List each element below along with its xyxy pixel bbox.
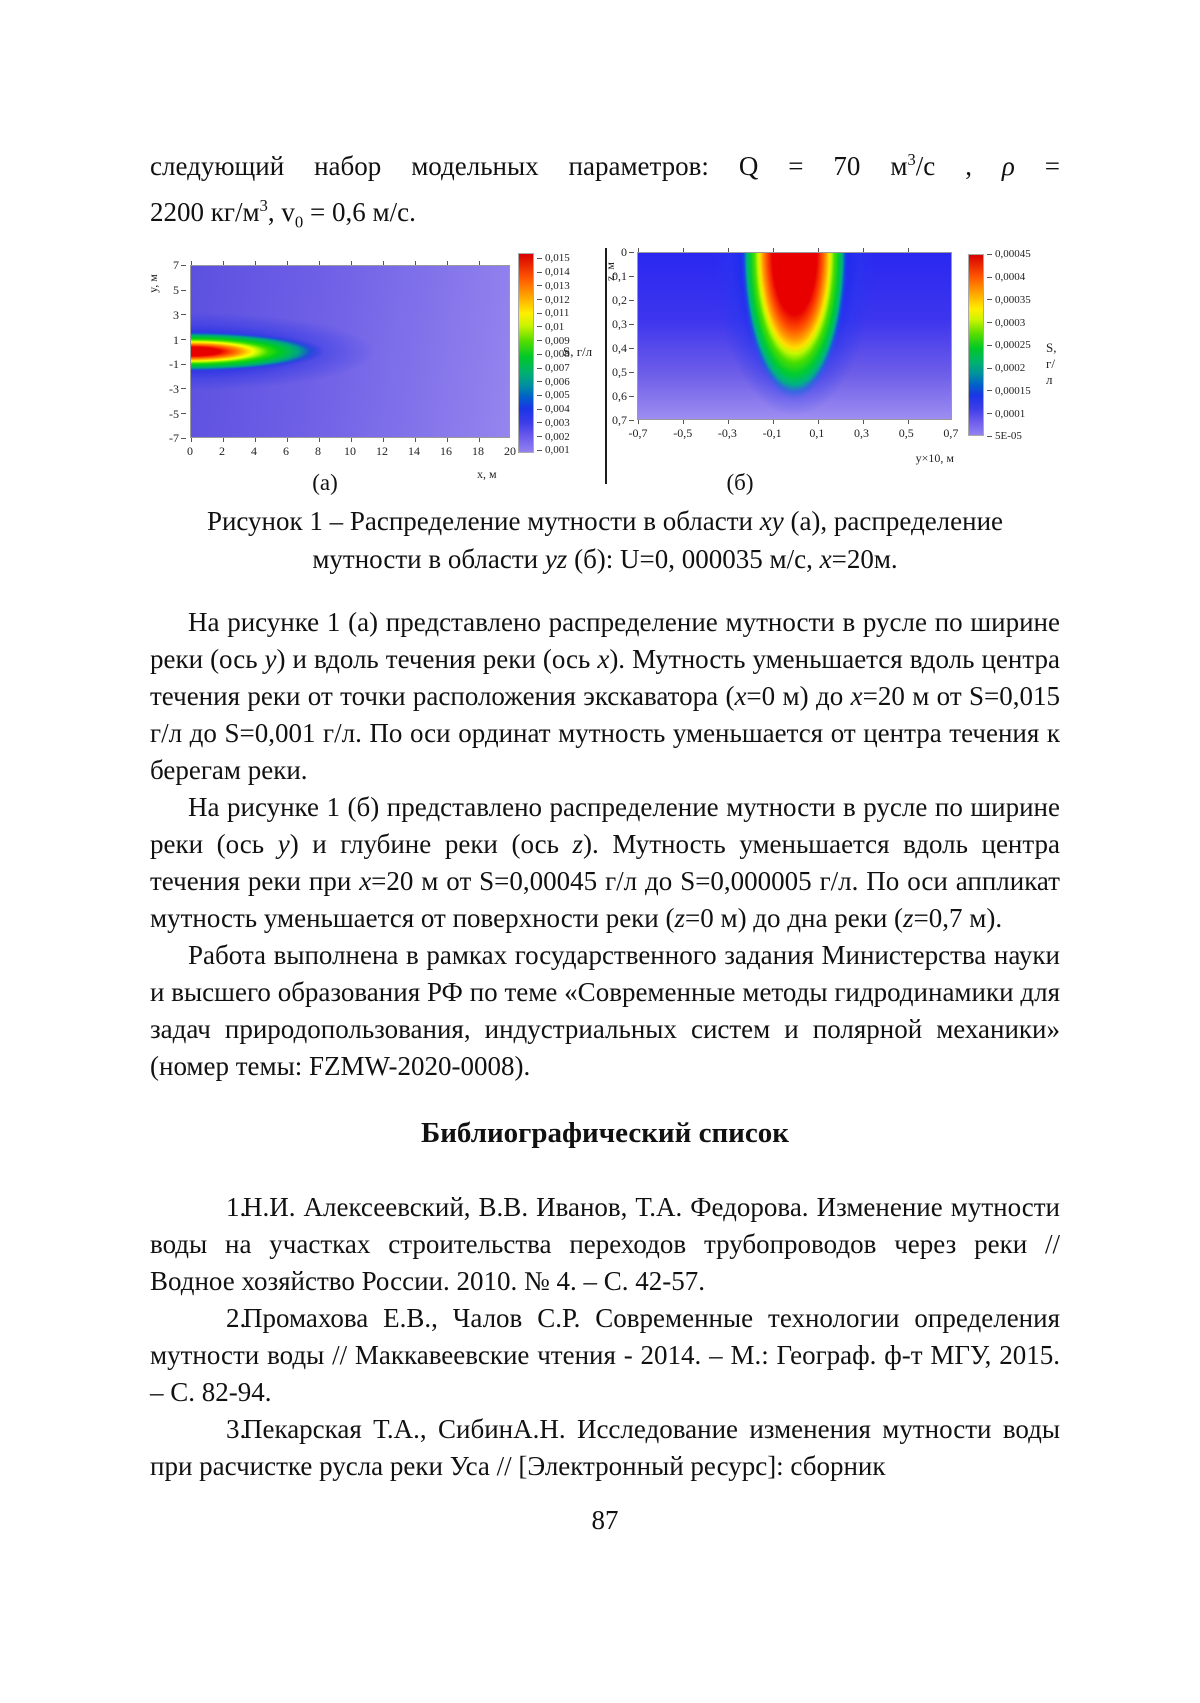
text-run: 0 [294, 212, 304, 232]
panel-b-colorbar-tick-label: 0,00015 [987, 385, 1031, 397]
panel-a-x-tick-label: 8 [315, 444, 321, 459]
panel-b-x-tick-label: 0,1 [809, 426, 825, 441]
panel-a-top-axis-ticks [191, 261, 509, 265]
panel-b-y-tick-label: 0,7 [612, 413, 634, 427]
figure-panel-b [602, 245, 1060, 496]
panel-a-colorbar-label: S, г/л [563, 344, 593, 360]
panel-b-colorbar-tick-label: 0,00045 [987, 248, 1031, 260]
text-run: /с , [915, 151, 1002, 181]
reference-1-text: Н.И. Алексеевский, В.В. Иванов, Т.А. Федорова. Изменение мутности воды на участках строительства переходов трубопроводов через реки // Водное хозяйство России. 2010. № 4. – С. 42-57. [150, 1192, 1060, 1297]
text-run: На рисунке 1 (а) представлено распределение мутности в русле по ширине реки (ось [150, 607, 1060, 675]
paragraph-2 [150, 789, 1060, 937]
panel-a-colorbar-tick-label: 0,007 [537, 362, 570, 374]
text-run: =0,7 м). [913, 903, 1003, 934]
panel-a-x-tick-label: 20 [504, 444, 516, 459]
panel-a-x-tick-label: 14 [408, 444, 420, 459]
intro-line-2 [150, 186, 1060, 242]
panel-a-x-tick-label: 16 [440, 444, 452, 459]
panel-b-x-ticks [623, 426, 966, 441]
text-run: z [674, 903, 685, 934]
intro-line-1 [150, 140, 1060, 186]
text-run: следующий набор модельных параметров: Q = 70 м [150, 151, 908, 181]
text-run: ). Мутность уменьшается вдоль центра течения реки от точки расположения экскаватора ( [150, 644, 1060, 712]
text-run: y [264, 644, 277, 675]
panel-b-bottom-axis-ticks [638, 420, 951, 424]
reference-3-number: 3. [226, 1414, 247, 1445]
panel-a-x-tick-label: 4 [251, 444, 257, 459]
panel-a-x-ticks [178, 444, 522, 459]
panel-b-colorbar-tick-label: 0,00035 [987, 294, 1031, 306]
panel-a-y-ticks [158, 258, 186, 445]
text-run: =20 м от S=0,00045 г/л до S=0,000005 г/л. По оси аппликат мутность уменьшается от поверхности реки ( [150, 866, 1060, 934]
figure-1 [145, 245, 1060, 496]
panel-b-colorbar-tick-label: 0,00025 [987, 339, 1031, 351]
panel-a-y-tick-label: -5 [169, 407, 186, 421]
text-run: 3 [259, 196, 268, 215]
panel-b-colorbar-tick-label: 5E-05 [987, 430, 1022, 442]
panel-a-x-tick-label: 2 [219, 444, 225, 459]
panel-a-sublabel: (а) [312, 470, 338, 496]
figure-caption [165, 502, 1045, 578]
bibliography-heading: Библиографический список [421, 1117, 789, 1150]
panel-b-y-tick-label: 0,5 [612, 365, 634, 379]
panel-b-x-tick-label: 0,7 [943, 426, 959, 441]
reference-2 [150, 1300, 1060, 1411]
panel-b-colorbar-tick-label: 0,0001 [987, 408, 1025, 420]
panel-a-y-tick-label: -3 [169, 382, 186, 396]
paragraph-3 [150, 937, 1060, 1085]
text-run: ) и глубине реки (ось [289, 829, 573, 860]
panel-b-y-tick-label: 0,6 [612, 389, 634, 403]
text-run: z [903, 903, 914, 934]
panel-a-colorbar-tick-label: 0,001 [537, 444, 570, 456]
reference-3 [150, 1411, 1060, 1485]
text-run: x [734, 681, 747, 712]
panel-a-bottom-axis-ticks [191, 438, 509, 442]
panel-b-y-tick-label: 0,4 [612, 341, 634, 355]
panel-a-y-tick-label: 7 [173, 258, 186, 272]
text-run: yz [544, 544, 568, 575]
reference-1 [150, 1189, 1060, 1300]
panel-a-colorbar-tick-label: 0,011 [537, 307, 569, 319]
panel-a-colorbar-tick-label: 0,004 [537, 403, 570, 415]
panel-a-y-tick-label: 3 [173, 308, 186, 322]
text-run: Рисунок 1 – Распределение мутности в области [206, 506, 760, 537]
text-run: ). Мутность уменьшается вдоль центра течения реки при [150, 829, 1060, 897]
panel-a-colorbar-tick-label: 0,006 [537, 376, 570, 388]
panel-a-colorbar-tick-label: 0,005 [537, 389, 570, 401]
text-run: =20м. [831, 544, 898, 575]
panel-b-x-tick-label: -0,5 [673, 426, 693, 441]
text-run: x [819, 544, 832, 575]
reference-1-number: 1. [226, 1192, 247, 1223]
panel-a-y-tick-label: -1 [169, 357, 186, 371]
panel-a-y-tick-label: 5 [173, 283, 186, 297]
text-run: 2200 кг/м [150, 197, 260, 227]
panel-b-y-tick-label: 0,3 [612, 317, 634, 331]
text-run: , v [267, 197, 295, 227]
panel-b-x-tick-label: -0,7 [628, 426, 648, 441]
text-run: x [597, 644, 610, 675]
panel-a-x-tick-label: 10 [344, 444, 356, 459]
text-run: = [1014, 151, 1060, 181]
panel-b-x-axis-label: y×10, м [915, 451, 954, 466]
panel-a-colorbar-tick-label: 0,012 [537, 294, 570, 306]
panel-b-y-tick-label: 0,1 [612, 269, 634, 283]
text-run: На рисунке 1 (б) представлено распределение мутности в русле по ширине реки (ось [150, 792, 1060, 860]
panel-b-colorbar-tick-label: 0,0004 [987, 271, 1025, 283]
text-run: =0 м) до [746, 681, 851, 712]
panel-b-sublabel: (б) [726, 470, 754, 496]
panel-b-colorbar-ticks [987, 248, 1031, 442]
reference-3-text: Пекарская Т.А., СибинА.Н. Исследование изменения мутности воды при расчистке русла реки Уса // [Электронный ресурс]: сборник [150, 1414, 1060, 1482]
text-run: Работа выполнена в рамках государственного задания Министерства науки и высшего образования РФ по теме «Современные методы гидродинамики для задач природопользования, индустриальных систем и полярной механики» (номер темы: FZMW-2020-0008). [150, 940, 1060, 1082]
text-run: ρ [1001, 151, 1015, 181]
page-number: 87 [591, 1505, 619, 1536]
panel-a-colorbar [518, 253, 534, 453]
panel-b-colorbar-tick-label: 0,0003 [987, 317, 1025, 329]
panel-a-colorbar-tick-label: 0,002 [537, 431, 570, 443]
reference-2-number: 2. [226, 1303, 247, 1334]
panel-b-y-tick-label: 0 [621, 245, 634, 259]
panel-a-x-tick-label: 0 [187, 444, 193, 459]
panel-a-x-tick-label: 6 [283, 444, 289, 459]
panel-a-colorbar-tick-label: 0,014 [537, 266, 570, 278]
panel-a-x-tick-label: 12 [376, 444, 388, 459]
panel-a-y-tick-label: -7 [169, 431, 186, 445]
text-run: = 0,6 м/с. [303, 197, 416, 227]
text-run: y [277, 829, 290, 860]
panel-a-colorbar-tick-label: 0,009 [537, 335, 570, 347]
panel-a-y-tick-label: 1 [173, 333, 186, 347]
panel-b-colorbar-tick-label: 0,0002 [987, 362, 1025, 374]
panel-b-heatmap [637, 252, 952, 420]
figure-divider [605, 248, 607, 484]
panel-a-colorbar-tick-label: 0,008 [537, 348, 570, 360]
text-run: (а), распределение мутности в области [312, 506, 1004, 575]
panel-b-colorbar-label: S, г/л [1046, 340, 1057, 388]
panel-b-x-tick-label: 0,3 [854, 426, 870, 441]
panel-b-x-tick-label: 0,5 [898, 426, 914, 441]
panel-a-colorbar-tick-label: 0,003 [537, 417, 570, 429]
panel-a-x-axis-label: x, м [477, 467, 497, 482]
text-run: =0 м) до дна реки ( [685, 903, 904, 934]
panel-b-x-tick-label: -0,3 [717, 426, 737, 441]
text-run: (б): U=0, 000035 м/с, [567, 544, 820, 575]
paragraph-1 [150, 604, 1060, 789]
panel-b-y-tick-label: 0,2 [612, 293, 634, 307]
panel-a-y-axis-label: y, м [145, 274, 160, 294]
reference-2-text: Промахова Е.В., Чалов С.Р. Современные технологии определения мутности воды // Маккавеевские чтения - 2014. – М.: Географ. ф-т МГУ, 2015. – С. 82-94. [150, 1303, 1060, 1408]
text-run: ) и вдоль течения реки (ось [276, 644, 598, 675]
panel-b-y-axis-label: z, м [602, 262, 617, 282]
text-run: z [572, 829, 584, 860]
panel-a-x-tick-label: 18 [472, 444, 484, 459]
panel-b-top-axis-ticks [638, 248, 951, 252]
text-run: x [359, 866, 372, 897]
panel-a-colorbar-tick-label: 0,015 [537, 252, 570, 264]
panel-b-y-ticks [610, 245, 634, 427]
panel-b-colorbar [968, 254, 984, 436]
text-run: x [850, 681, 863, 712]
text-run: 3 [907, 150, 916, 169]
figure-panel-a [145, 248, 605, 496]
panel-a-colorbar-tick-label: 0,01 [537, 321, 564, 333]
text-run: =20 м от S=0,015 г/л до S=0,001 г/л. По оси ординат мутность уменьшается от центра течения к берегам реки. [150, 681, 1060, 786]
text-run: xy [759, 506, 784, 537]
panel-a-colorbar-tick-label: 0,013 [537, 280, 570, 292]
panel-a-heatmap [190, 265, 510, 438]
panel-b-x-tick-label: -0,1 [762, 426, 782, 441]
